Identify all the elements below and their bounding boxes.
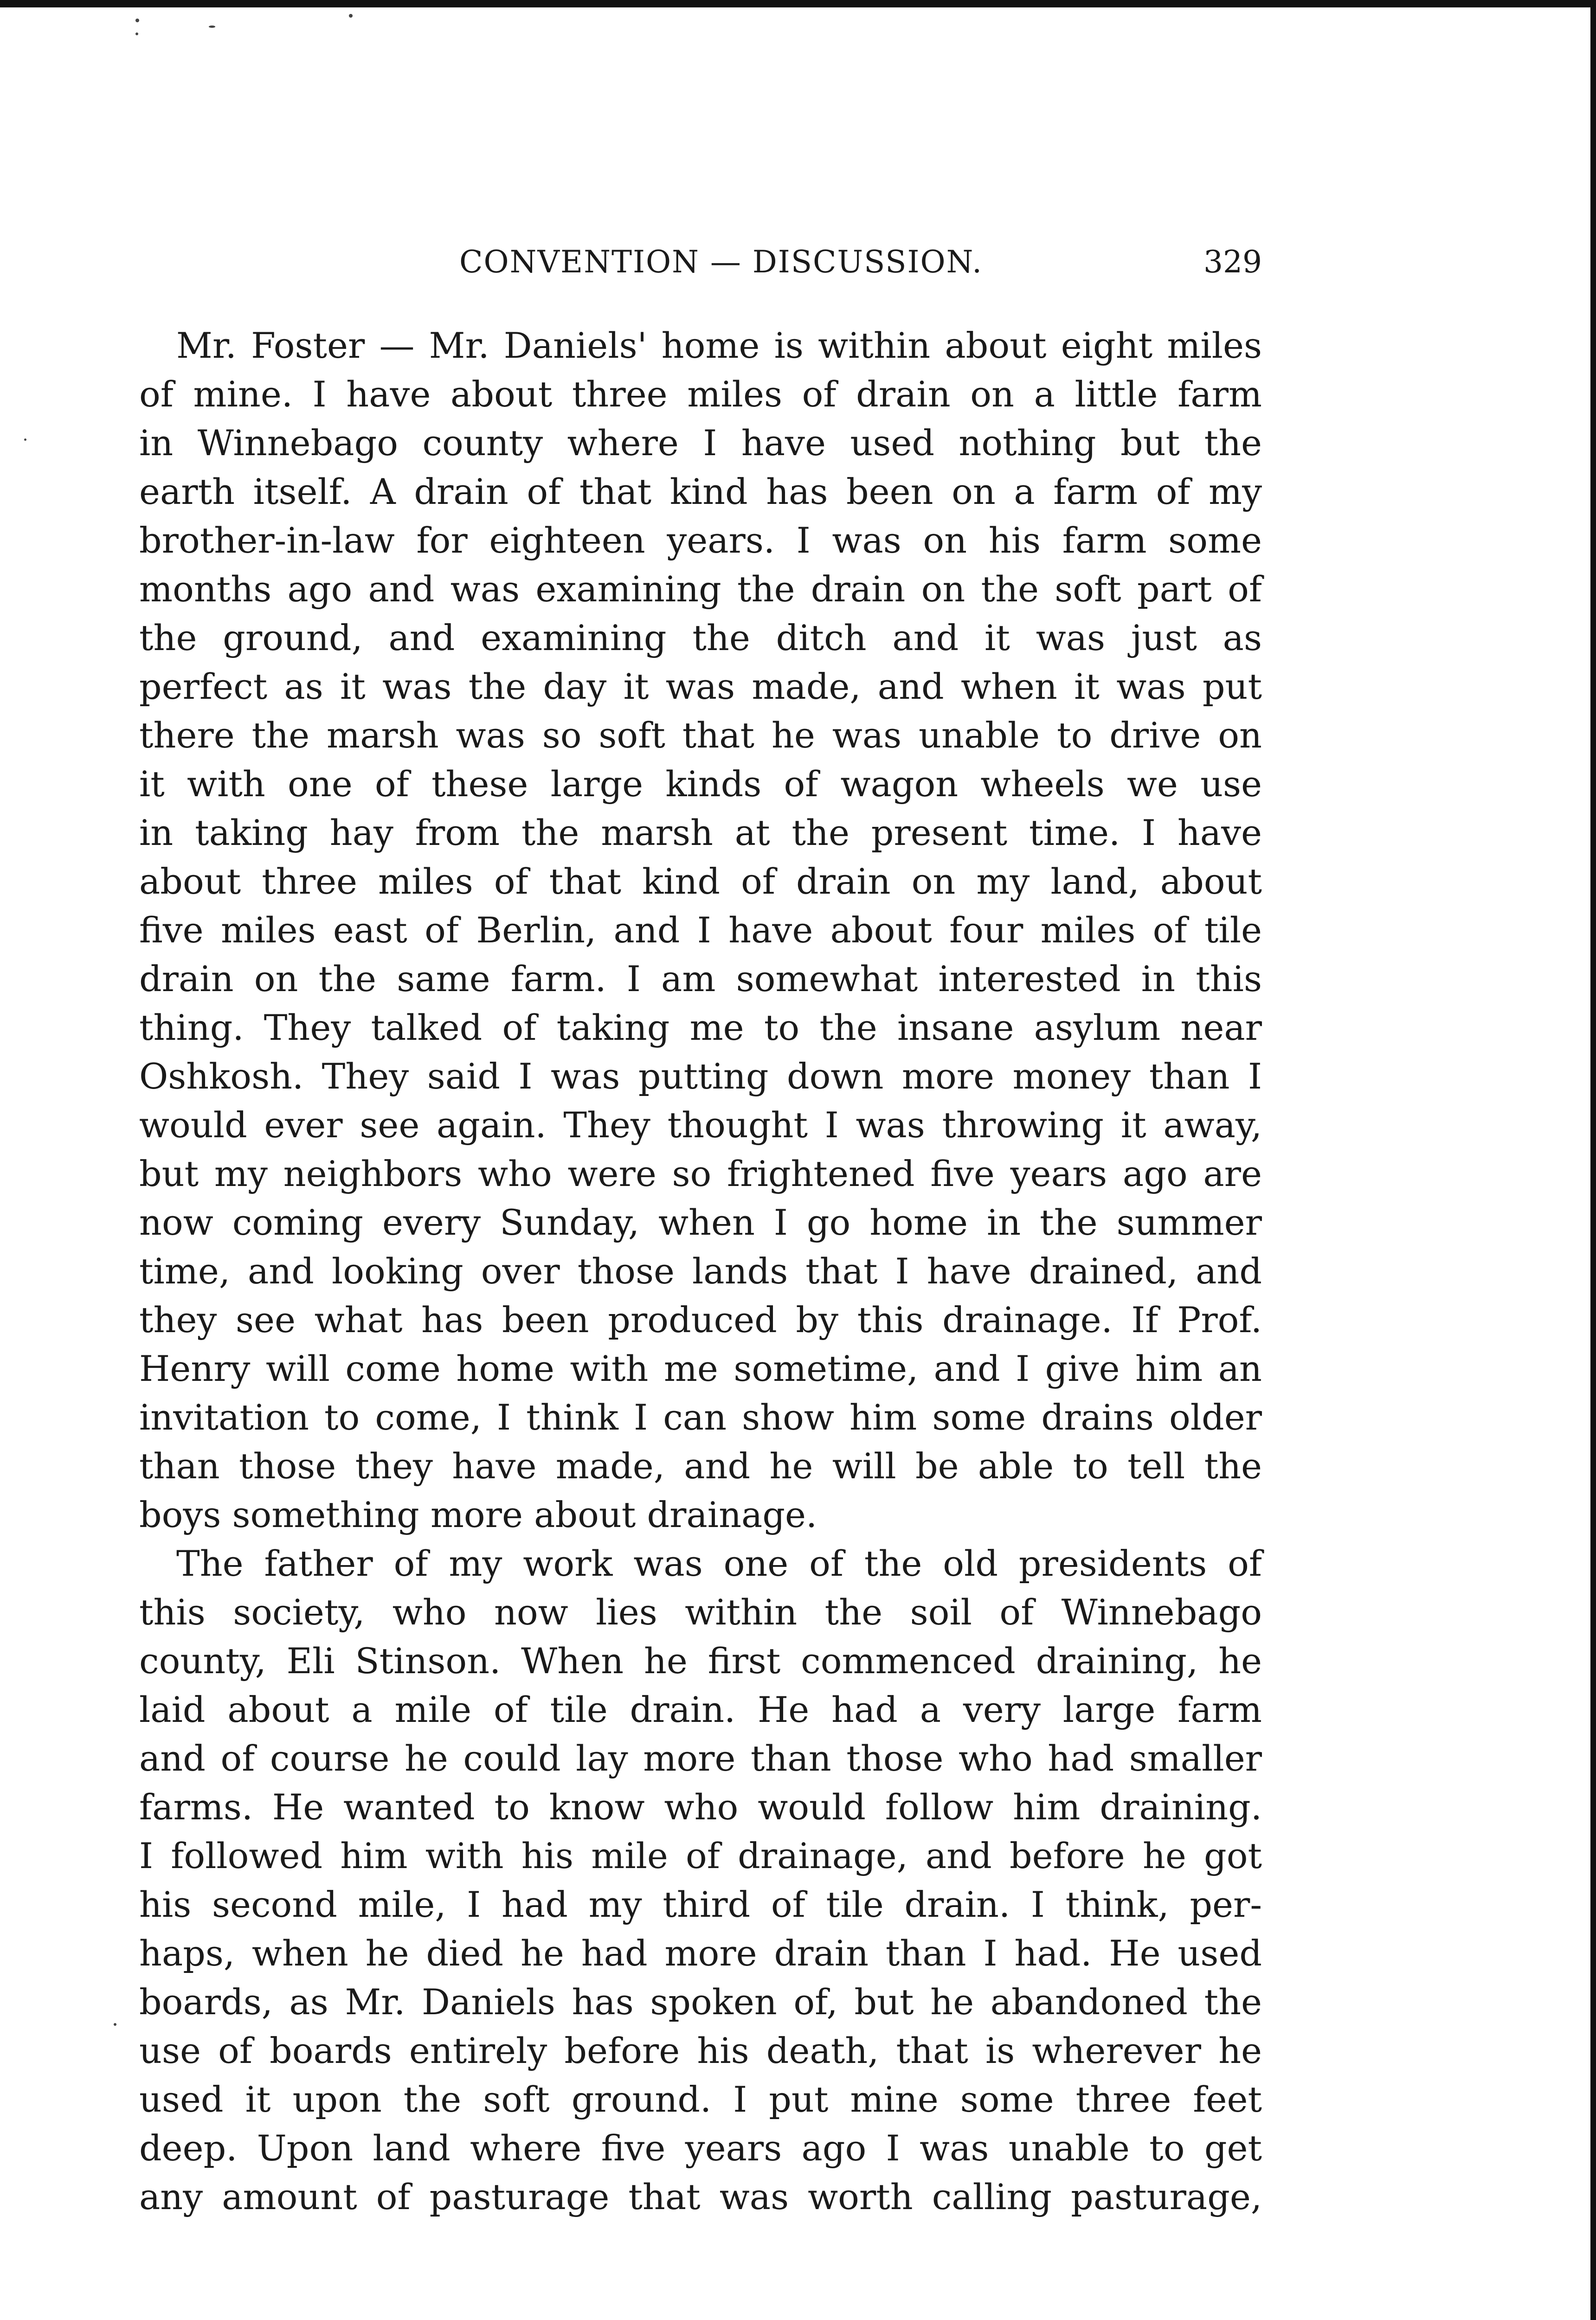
scan-speck <box>349 14 353 18</box>
scan-speck <box>135 32 138 35</box>
text-line: Oshkosh. They said I was putting down more money than I <box>139 1056 1262 1097</box>
text-line: Henry will come home with me sometime, and I give him an <box>139 1348 1262 1389</box>
text-line: farms. He wanted to know who would follow him draining. <box>139 1786 1262 1828</box>
text-line: than those they have made, and he will be able to tell the <box>139 1445 1262 1487</box>
text-line: the ground, and examining the ditch and it was just as <box>139 617 1262 658</box>
scan-speck <box>24 438 26 441</box>
text-line: laid about a mile of tile drain. He had a very large farm <box>139 1689 1262 1730</box>
text-line: in taking hay from the marsh at the present time. I have <box>139 812 1262 853</box>
text-line: drain on the same farm. I am somewhat interested in this <box>139 958 1262 999</box>
text-line: use of boards entirely before his death, that is wherever he <box>139 2030 1262 2071</box>
scan-speck <box>114 2023 116 2026</box>
text-line: months ago and was examining the drain on the soft part of <box>139 568 1262 610</box>
text-line: they see what has been produced by this drainage. If Prof. <box>139 1299 1262 1340</box>
text-line: in Winnebago county where I have used nothing but the <box>139 422 1262 464</box>
text-line: this society, who now lies within the soil of Winnebago <box>139 1592 1262 1633</box>
text-line: and of course he could lay more than those who had smaller <box>139 1738 1262 1779</box>
text-line: thing. They talked of taking me to the insane asylum near <box>139 1007 1262 1048</box>
page-right-border <box>1590 0 1596 2320</box>
text-line: now coming every Sunday, when I go home in the summer <box>139 1202 1262 1243</box>
text-line: boys something more about drainage. <box>139 1494 817 1535</box>
scan-speck <box>135 19 139 22</box>
text-line: his second mile, I had my third of tile drain. I think, per- <box>139 1884 1262 1925</box>
text-line: but my neighbors who were so frightened five years ago are <box>139 1153 1262 1194</box>
page-top-border <box>0 0 1596 7</box>
text-line: five miles east of Berlin, and I have about four miles of tile <box>139 909 1262 951</box>
text-line: deep. Upon land where five years ago I was unable to get <box>139 2127 1262 2169</box>
text-line: perfect as it was the day it was made, and when it was put <box>139 666 1262 707</box>
text-line: boards, as Mr. Daniels has spoken of, but he abandoned the <box>139 1981 1262 2023</box>
text-line: it with one of these large kinds of wagon wheels we use <box>139 763 1262 805</box>
text-line: about three miles of that kind of drain on my land, about <box>139 861 1262 902</box>
body-text <box>139 321 1262 2221</box>
text-line: I followed him with his mile of drainage, and before he got <box>139 1835 1262 1876</box>
scan-speck <box>209 26 215 28</box>
text-line: earth itself. A drain of that kind has been on a farm of my <box>139 471 1262 512</box>
text-line: The father of my work was one of the old presidents of <box>176 1543 1262 1584</box>
text-line: used it upon the soft ground. I put mine some three feet <box>139 2079 1262 2120</box>
text-line: time, and looking over those lands that I have drained, and <box>139 1250 1262 1292</box>
text-line: brother-in-law for eighteen years. I was on his farm some <box>139 520 1262 561</box>
text-line: any amount of pasturage that was worth calling pasturage, <box>139 2176 1262 2217</box>
text-line: county, Eli Stinson. When he first commenced draining, he <box>139 1640 1262 1682</box>
text-line: of mine. I have about three miles of drain on a little farm <box>139 374 1262 415</box>
text-line: Mr. Foster — Mr. Daniels' home is within about eight miles <box>176 325 1262 366</box>
text-line: there the marsh was so soft that he was unable to drive on <box>139 715 1262 756</box>
text-line: haps, when he died he had more drain than I had. He used <box>139 1933 1262 1974</box>
text-line: invitation to come, I think I can show him some drains older <box>139 1397 1262 1438</box>
text-line: would ever see again. They thought I was throwing it away, <box>139 1104 1262 1146</box>
page-header <box>139 239 1262 285</box>
page-number: 329 <box>1203 244 1262 280</box>
running-head: CONVENTION — DISCUSSION. <box>459 244 983 280</box>
